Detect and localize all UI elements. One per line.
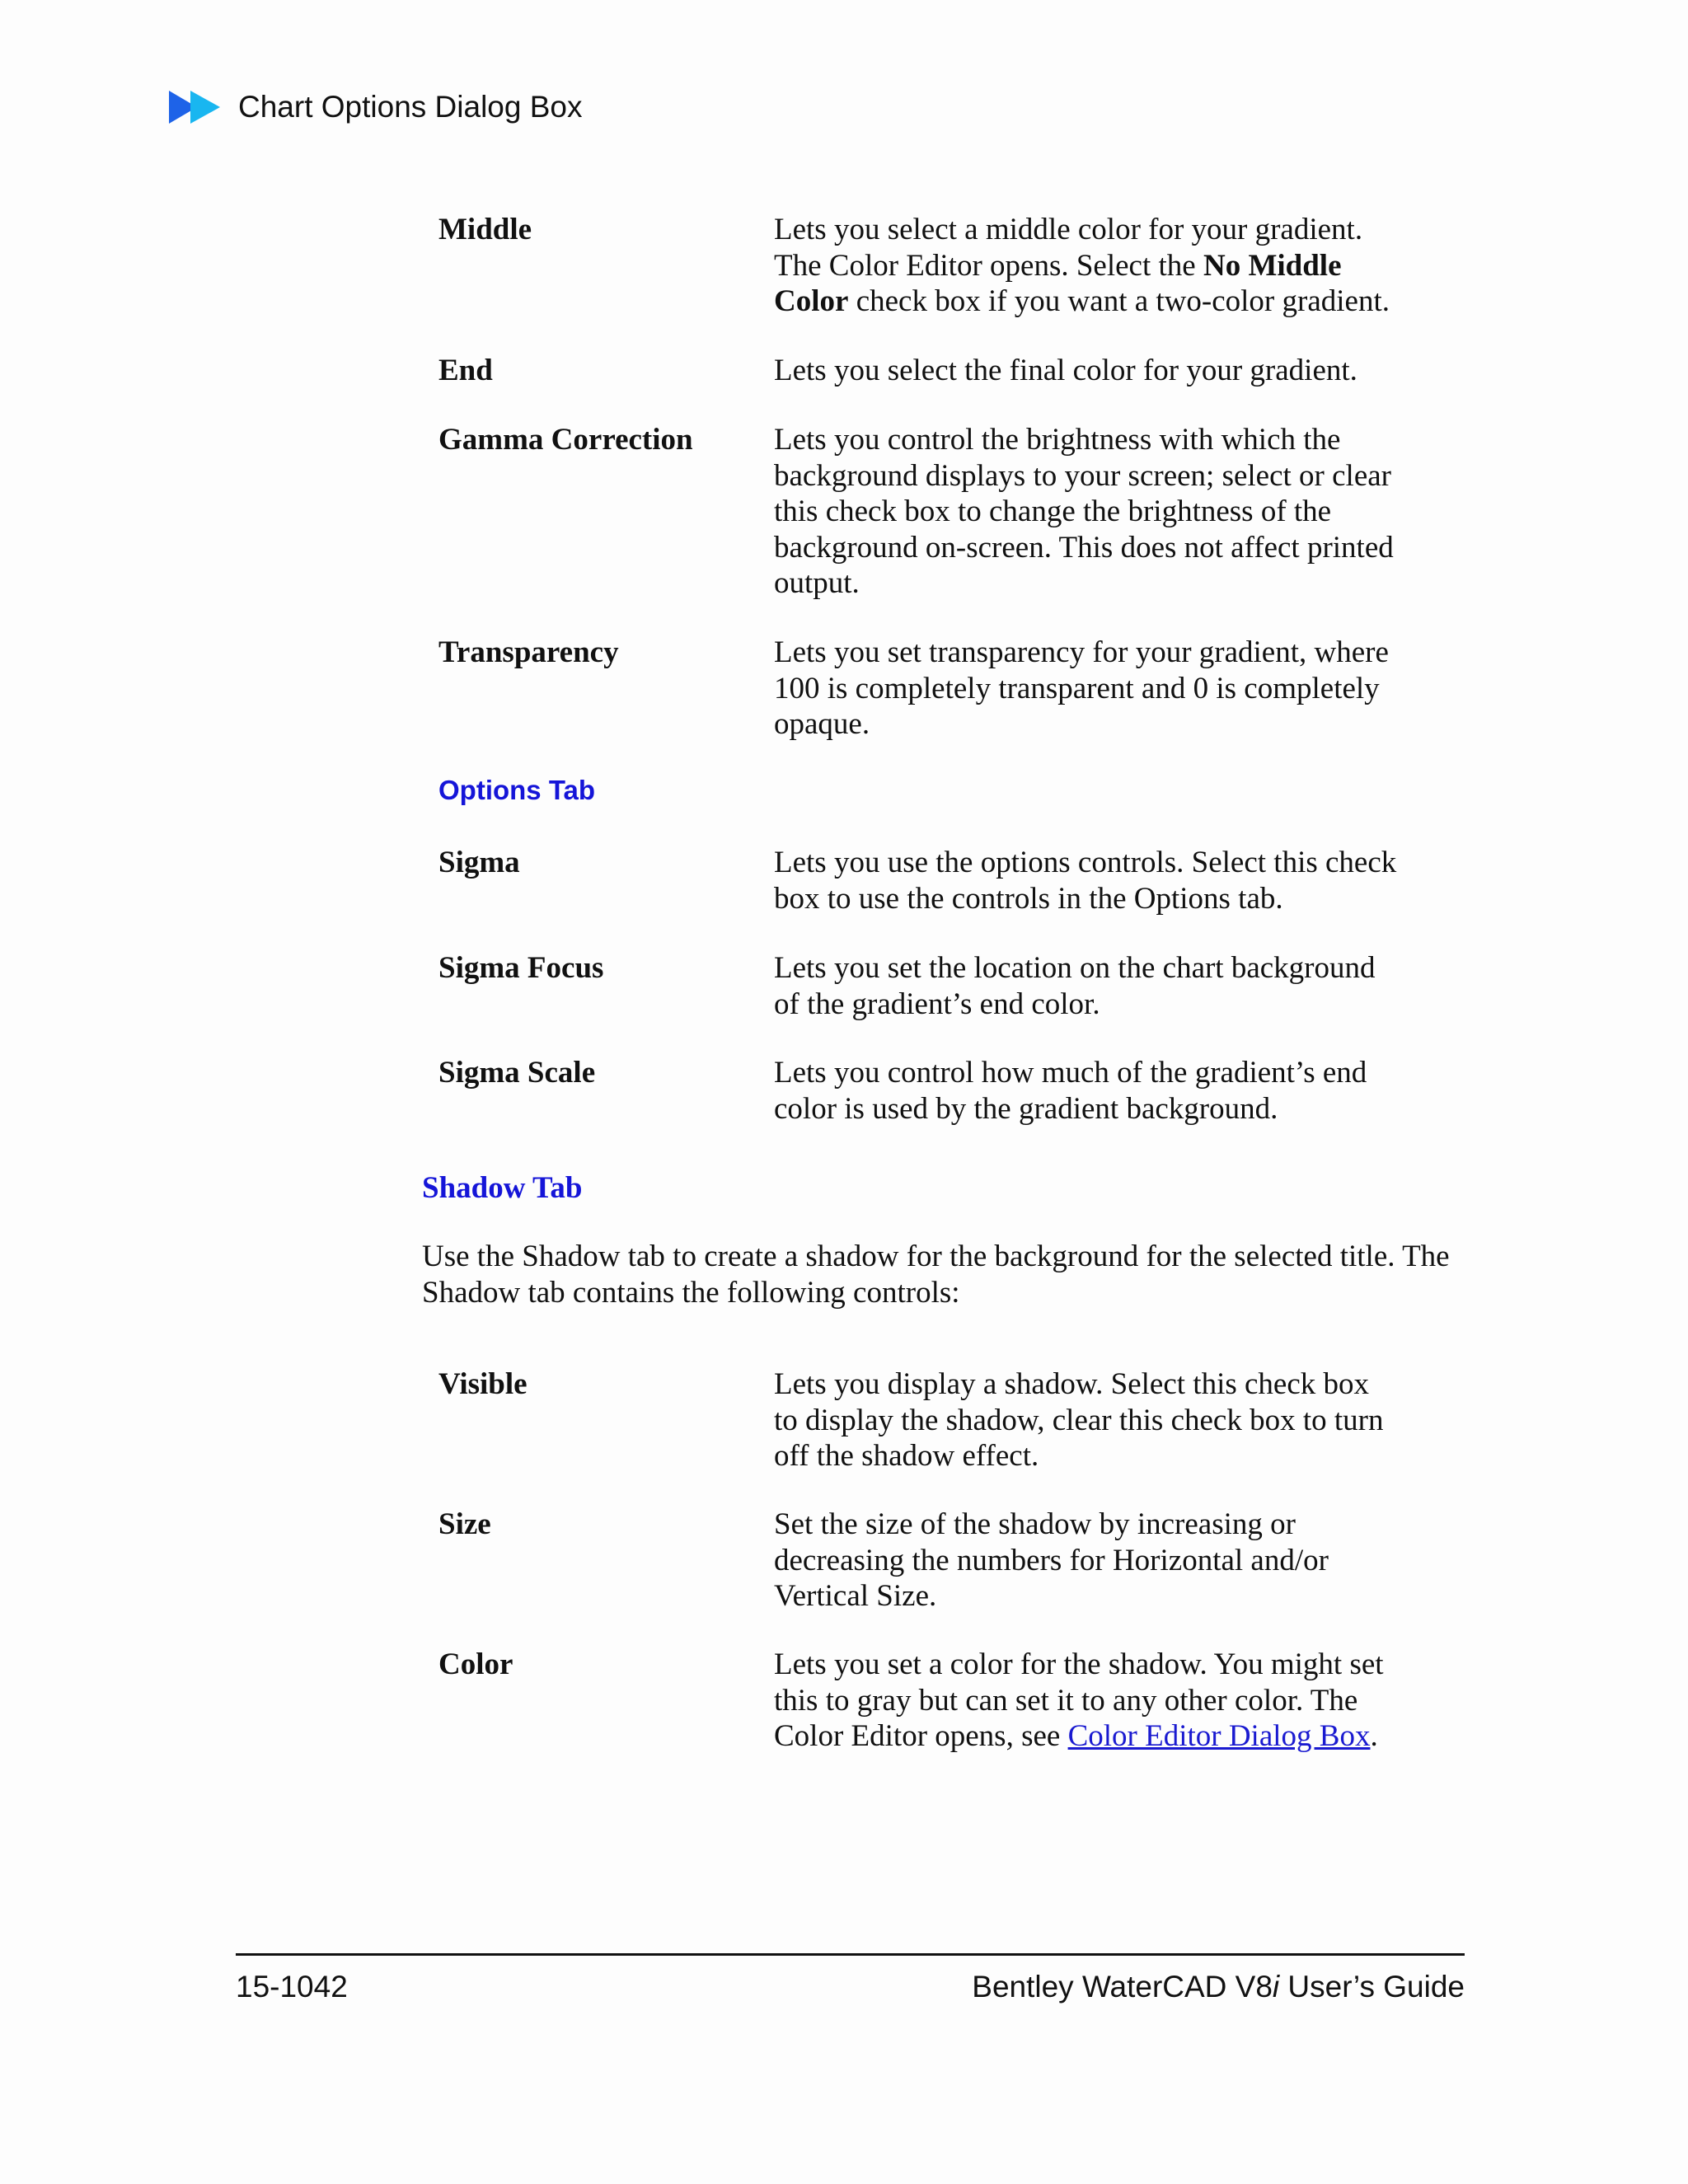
term-end: End — [438, 354, 493, 387]
page-header-title: Chart Options Dialog Box — [238, 90, 583, 124]
desc-middle-part-b: check box if you want a two-color gradient. — [848, 284, 1390, 318]
term-gamma-correction: Gamma Correction — [438, 423, 693, 457]
desc-size: Set the size of the shadow by increasing or decreasing the numbers for Horizontal and/or Vertical Size. — [774, 1507, 1329, 1613]
desc-color-part-a: Lets you set a color for the shadow. You might set this to gray but can set it to any other color. The Color Editor opens, see — [774, 1647, 1384, 1753]
term-sigma: Sigma — [438, 846, 520, 879]
shadow-tab-heading: Shadow Tab — [422, 1171, 583, 1205]
desc-sigma: Lets you use the options controls. Select this check box to use the controls in the Options tab. — [774, 846, 1397, 916]
shadow-tab-intro: Use the Shadow tab to create a shadow for the background for the selected title. The Shadow tab contains the following controls: — [422, 1240, 1450, 1310]
guide-title-part-b: User’s Guide — [1279, 1970, 1465, 2004]
desc-sigma-focus: Lets you set the location on the chart background of the gradient’s end color. — [774, 951, 1376, 1021]
desc-color-part-b: . — [1370, 1719, 1378, 1753]
desc-middle-part-a: Lets you select a middle color for your gradient. The Color Editor opens. Select the — [774, 213, 1363, 283]
desc-color — [774, 1647, 1400, 1755]
guide-title-italic: i — [1272, 1970, 1280, 2004]
page-number: 15-1042 — [236, 1970, 348, 2004]
desc-middle — [774, 212, 1400, 320]
options-tab-heading: Options Tab — [438, 775, 596, 805]
color-editor-dialog-box-link[interactable]: Color Editor Dialog Box — [1067, 1719, 1371, 1753]
term-visible: Visible — [438, 1367, 528, 1401]
term-sigma-focus: Sigma Focus — [438, 951, 604, 985]
term-transparency: Transparency — [438, 635, 619, 669]
desc-visible: Lets you display a shadow. Select this check box to display the shadow, clear this check box to turn off the shadow effect. — [774, 1367, 1384, 1473]
page-header — [169, 87, 582, 128]
double-arrow-icon — [169, 89, 222, 125]
desc-transparency: Lets you set transparency for your gradient, where 100 is completely transparent and 0 is completely opaque. — [774, 635, 1389, 741]
term-sigma-scale: Sigma Scale — [438, 1056, 596, 1090]
term-size: Size — [438, 1507, 491, 1541]
desc-gamma-correction: Lets you control the brightness with which the background displays to your screen; select or clear this check box to change the brightness of the background on-screen. This does not affect printed output. — [774, 423, 1394, 600]
guide-title-part-a: Bentley WaterCAD V8 — [972, 1970, 1273, 2004]
term-color: Color — [438, 1647, 513, 1681]
desc-middle-bold: No Middle Color — [774, 248, 1342, 318]
guide-title — [972, 1970, 1465, 2004]
footer-divider — [236, 1953, 1465, 1956]
desc-end: Lets you select the final color for your gradient. — [774, 354, 1357, 387]
desc-sigma-scale: Lets you control how much of the gradient’s end color is used by the gradient background. — [774, 1056, 1367, 1126]
term-middle: Middle — [438, 213, 532, 246]
